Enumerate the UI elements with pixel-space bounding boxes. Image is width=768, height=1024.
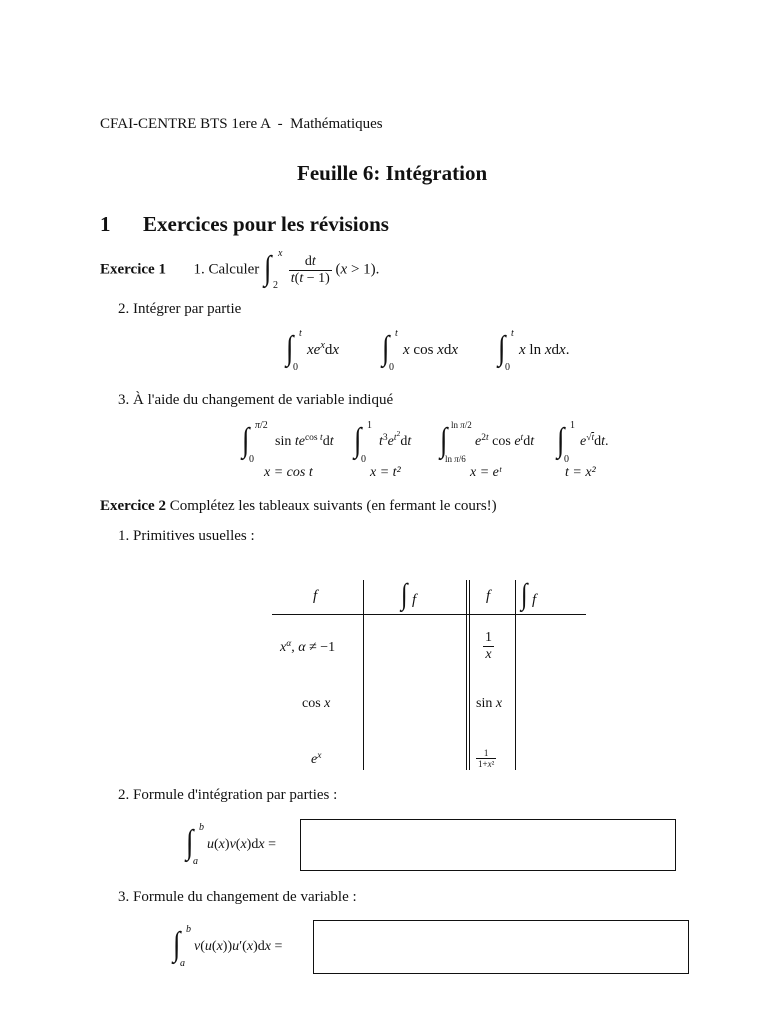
table-vline-3	[515, 580, 516, 770]
section-title: Exercices pour les révisions	[143, 212, 389, 236]
ex2-item1-num: 1.	[118, 528, 130, 544]
ex1-item1-num: 1.	[193, 261, 205, 278]
integral-3a: ∫ π/2 0 $\sin te^{cos t}dt$	[241, 420, 334, 465]
table-vline-2b	[469, 580, 470, 770]
ex1-item1-text: Calculer	[208, 261, 260, 278]
ex2-label: Exercice 2	[100, 498, 166, 514]
page-title: Feuille 6: Intégration	[297, 161, 488, 185]
header-course: CFAI-CENTRE BTS 1ere A	[100, 116, 271, 132]
fraction-dt: $\frac{dt}{t(t - 1)}$	[290, 253, 330, 286]
table-vline-2a	[466, 580, 467, 770]
ex2-item3	[118, 889, 357, 906]
ex1-item3	[118, 392, 393, 409]
ex1-item3-text: À l'aide du changement de variable indiqué	[133, 392, 394, 408]
ex2-item3-num: 3.	[118, 889, 130, 905]
table-row-cos: cos x	[302, 696, 331, 711]
ex2-item2-num: 2.	[118, 787, 130, 803]
ex1-condition: (x > 1).	[335, 261, 380, 278]
integral-3c: ∫ ln π/2 ln π/6 $e^{2t}$ $\cos e^tdt$	[439, 420, 535, 464]
substitution-3: x = eᵗ	[470, 465, 502, 480]
section-number: 1	[100, 212, 111, 236]
ex1-item2-text: Intégrer par partie	[133, 301, 242, 317]
ex2-item3-text: Formule du changement de variable :	[133, 889, 357, 905]
integration-by-parts-answer-box[interactable]	[300, 819, 676, 871]
ex1-line	[100, 250, 379, 290]
integration-by-parts-formula: ∫ b a u(x)v(x)dx =	[185, 822, 276, 867]
table-row-inverse: $\frac{1}{x}$	[485, 630, 492, 662]
change-of-variable-answer-box[interactable]	[313, 920, 689, 974]
ex2-item2	[118, 787, 337, 804]
table-header-f-left: f	[313, 588, 318, 604]
ex2-item1	[118, 528, 255, 545]
table-header-int-f-right: ∫ f	[520, 578, 537, 611]
table-vline-1	[363, 580, 364, 770]
ex1-item3-num: 3.	[118, 392, 130, 408]
table-header-int-f-left: ∫ f	[400, 578, 417, 611]
section-heading	[100, 212, 389, 237]
ex1-label: Exercice 1	[100, 261, 166, 278]
ex1-item2	[118, 301, 241, 318]
substitution-1: x = cos t	[264, 465, 313, 480]
table-header-rule	[272, 614, 586, 615]
table-row-arctan: $\frac{1}{\text{1+x²}}$	[478, 748, 495, 769]
integral-3d: ∫ 1 0 $e^{√t}dt$.	[556, 420, 609, 465]
ex1-item2-num: 2.	[118, 301, 130, 317]
integral-1: ∫ x 2	[263, 248, 283, 291]
ex2-line	[100, 498, 497, 515]
ex2-intro: Complétez les tableaux suivants (en fermant le cours!)	[169, 498, 497, 514]
table-row-sin: sin x	[476, 696, 503, 711]
integral-3b: ∫ 1 0 $t^3e^{t^2}dt$	[353, 420, 412, 465]
ex2-item1-text: Primitives usuelles :	[133, 528, 255, 544]
table-row-exp: $e^x$	[311, 750, 322, 767]
table-row-power: $x^\alpha$, α ≠ −1	[280, 638, 336, 655]
header-separator: -	[277, 116, 283, 132]
table-header-f-right: f	[486, 588, 491, 604]
substitution-2: x = t²	[370, 465, 401, 480]
header-subject: Mathématiques	[290, 116, 383, 132]
change-of-variable-formula: ∫ b a v(u(x))u′(x)dx =	[172, 924, 283, 969]
header-line	[100, 116, 383, 133]
ex2-item2-text: Formule d'intégration par parties :	[133, 787, 338, 803]
substitution-4: t = x²	[565, 465, 596, 480]
